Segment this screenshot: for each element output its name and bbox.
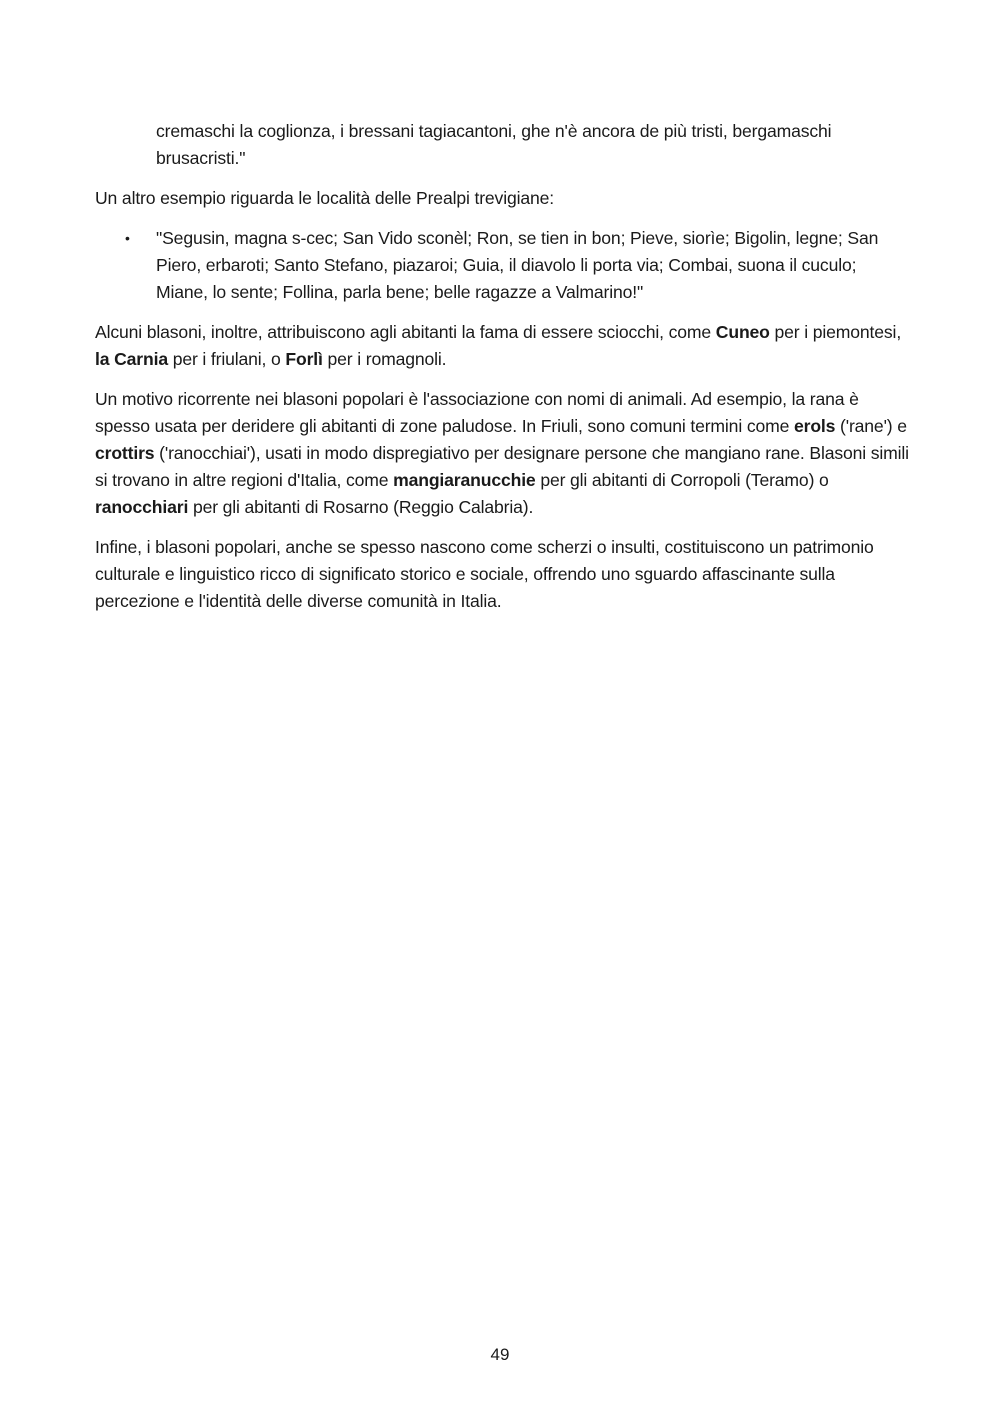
- intro-paragraph: Un altro esempio riguarda le località delle Prealpi trevigiane:: [95, 188, 554, 208]
- para2-text-4: per i romagnoli.: [322, 349, 447, 369]
- para2-text-3: per i friulani, o: [167, 349, 286, 369]
- paragraph-animali: [95, 386, 910, 521]
- term-crottirs: crottirs: [95, 443, 155, 463]
- para2-text-1: Alcuni blasoni, inoltre, attribuiscono agli abitanti la fama di essere sciocchi, come: [95, 322, 716, 342]
- para3-text-5: per gli abitanti di Rosarno (Reggio Calabria).: [188, 497, 534, 517]
- list-item: [95, 225, 910, 306]
- page-number: 49: [490, 1345, 510, 1364]
- para3-text-3: ('ranocchiai'), usati in modo dispregiativo per designare persone che mangiano rane. Blasoni simili si trovano in altre regioni d'Italia, come: [95, 443, 909, 490]
- para3-text-2: ('rane') e: [835, 416, 907, 436]
- paragraph-sciocchi: [95, 319, 910, 373]
- para2-text-2: per i piemontesi,: [769, 322, 902, 342]
- bullet-quote-text: "Segusin, magna s-cec; San Vido sconèl; Ron, se tien in bon; Pieve, siorìe; Bigolin, legne; San Piero, erbaroti; Santo Stefano, piazaroi; Guia, il diavolo li porta via; Combai, suona il cuculo; Miane, lo sente; Follina, parla bene; belle ragazze a Valmarino!": [156, 228, 879, 302]
- place-carnia: la Carnia: [95, 349, 168, 369]
- term-ranocchiari: ranocchiari: [95, 497, 189, 517]
- term-erols: erols: [793, 416, 836, 436]
- para3-text-4: per gli abitanti di Corropoli (Teramo) o: [535, 470, 829, 490]
- para3-text-1: Un motivo ricorrente nei blasoni popolari è l'associazione con nomi di animali. Ad esempio, la rana è spesso usata per deridere gli abitanti di zone paludose. In Friuli, sono comuni termini come: [95, 389, 859, 436]
- continued-quote: cremaschi la coglionza, i bressani tagiacantoni, ghe n'è ancora de più tristi, bergamaschi brusacristi.": [156, 121, 832, 168]
- page-body: [95, 118, 910, 628]
- place-forli: Forlì: [285, 349, 323, 369]
- bullet-icon: •: [125, 230, 130, 246]
- paragraph-conclusione: Infine, i blasoni popolari, anche se spesso nascono come scherzi o insulti, costituiscono un patrimonio culturale e linguistico ricco di significato storico e sociale, offrendo uno sguardo affascinante sulla percezione e l'identità delle diverse comunità in Italia.: [95, 537, 874, 611]
- place-cuneo: Cuneo: [715, 322, 770, 342]
- term-mangiaranucchie: mangiaranucchie: [393, 470, 536, 490]
